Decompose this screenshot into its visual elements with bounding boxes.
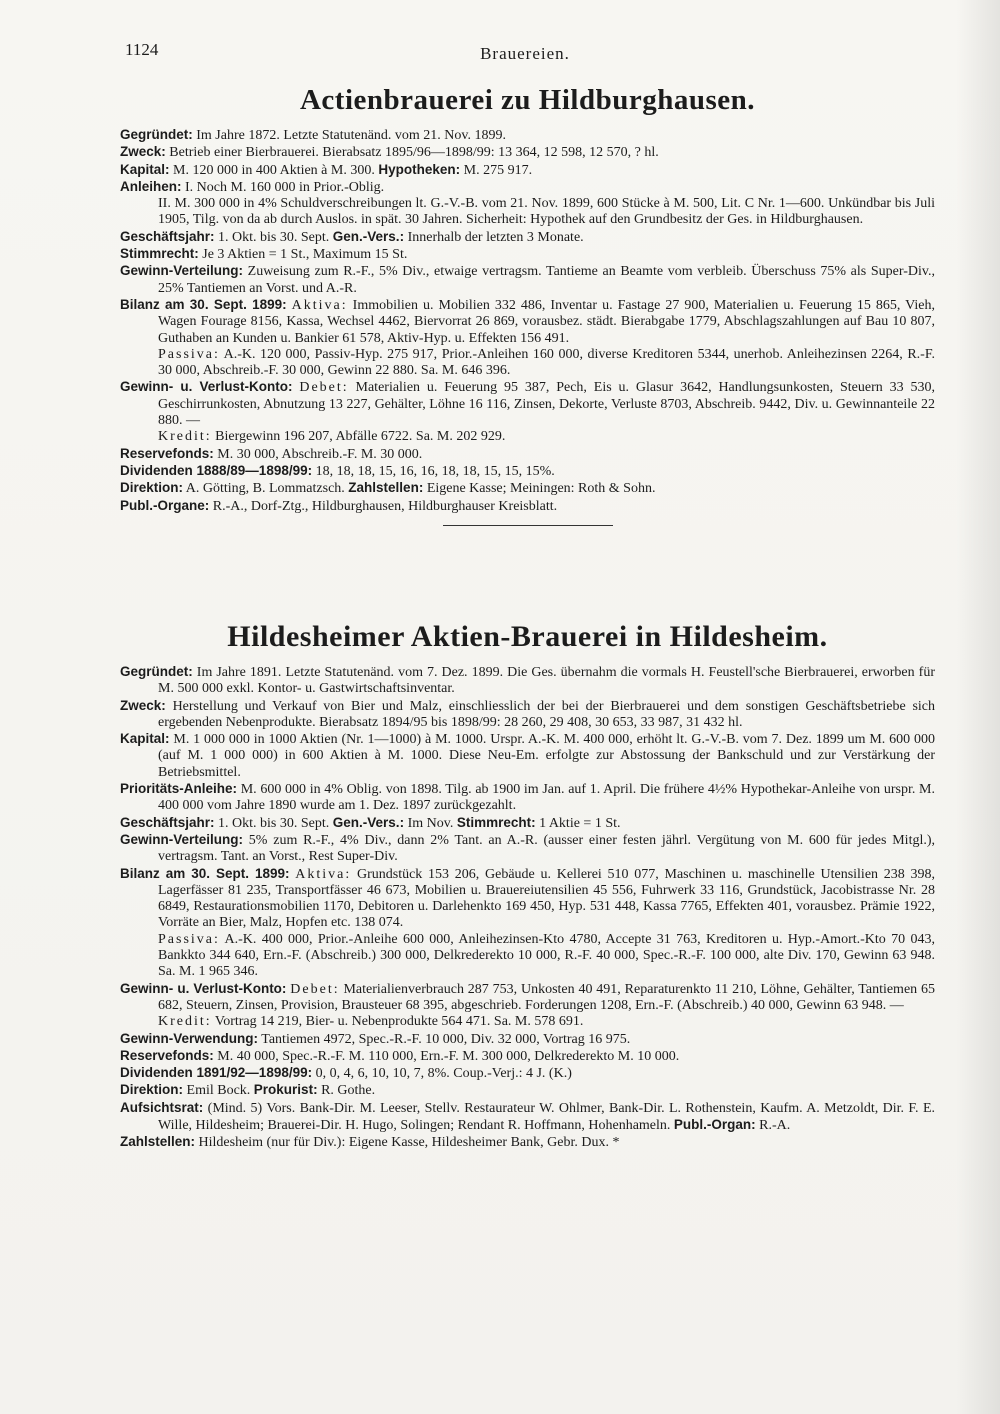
field-label: Gewinn-Verwendung: [120, 1030, 259, 1046]
passiva-label: Passiva: [158, 346, 220, 362]
guv-entry [120, 981, 935, 1015]
field-text: A.-K. 120 000, Passiv-Hyp. 275 917, Prior.-Anleihen 160 000, diverse Kreditoren 5344, unerhob. Anleihezinsen 2264, R.-F. 30 000, Abschreib.-F. 30 000, Gewinn 22 880. Sa. M. 646 396. [158, 346, 935, 379]
field-label: Publ.-Organe: [120, 497, 210, 513]
field-label: Zweck: [120, 697, 166, 713]
field-text: Im Nov. [407, 815, 454, 831]
field-text: Biergewinn 196 207, Abfälle 6722. Sa. M. 202 929. [215, 429, 506, 445]
reservefonds-entry [120, 1048, 935, 1065]
field-text: Materialien u. Feuerung 95 387, Pech, Eis u. Glasur 3642, Handlungsunkosten, Steuern 33 530, Geschirrunkosten, Abnutzung 13 227, Gehälter, Löhne 16 116, Zinsen, Dekorte, Verluste 8703, Abschreib. 9442, Div. u. Gewinnanteile 22 880. — [158, 380, 935, 429]
field-text: A. Götting, B. Lommatzsch. [185, 481, 345, 497]
field-label: Kapital: [120, 731, 170, 747]
field-text: M. 1 000 000 in 1000 Aktien (Nr. 1—1000) à M. 1000. Urspr. A.-K. M. 400 000, erhöht lt. G.-V.-B. vom 7. Dez. 1899 um M. 600 000 (auf M. 1 000 000) in 600 Aktien à M. 1000. Diese Neu-Em. erfolgte zur Abstossung der Bankschuld und zur Verstärkung der Betriebsmittel. [158, 732, 936, 780]
field-text: M. 40 000, Spec.-R.-F. M. 110 000, Ern.-F. M. 300 000, Delkrederekto M. 10 000. [217, 1048, 680, 1064]
field-text: Betrieb einer Bierbrauerei. Bierabsatz 1895/96—1898/99: 13 364, 12 598, 12 570, ? hl. [169, 145, 659, 161]
field-label: Gewinn- u. Verlust-Konto: [120, 980, 287, 996]
field-text: I. Noch M. 160 000 in Prior.-Oblig. [185, 179, 385, 195]
prioritaets-anleihe-entry [120, 781, 935, 815]
field-text: Materialienverbrauch 287 753, Unkosten 40 491, Reparaturenkto 11 210, Löhne, Gehälter, Tantiemen 65 682, Steuern, Zinsen, Provision, Brausteuer 68 395, abgeschrieb. Forderungen 1208, Ern.-F. (Abschreib.) 40 000, Gewinn 63 948. — [158, 981, 936, 1013]
gegruendet-entry [120, 127, 935, 144]
anleihen-continuation: II. M. 300 000 in 4% Schuldverschreibungen lt. G.-V.-B. vom 21. Nov. 1899, 600 Stücke à M. 500, Lit. C Nr. 1—600. Unkündbar bis Juli 1905, Tilg. von da ab durch Auslos. in spät. 30 Jahren. Sicherheit: Hypothek auf den Grundbesitz der Ges. in Hildburghausen. [158, 196, 935, 228]
field-text: A.-K. 400 000, Prior.-Anleihe 600 000, Anleihezinsen-Kto 4780, Accepte 31 763, Kreditoren u. Hyp.-Amort.-Kto 70 043, Bankkto 344 640, Ern.-F. (Abschreib.) 300 000, Delkrederekto 10 000, R.-F. 40 000, Spec.-R.-F. 100 000, alte Div. 170, Gewinn 63 948. Sa. M. 1 965 346. [158, 931, 935, 980]
field-label: Gewinn-Verteilung: [120, 831, 244, 847]
field-text: Grundstück 153 206, Gebäude u. Kellerei 510 077, Maschinen u. maschinelle Utensilien 238 398, Lagerfässer 81 235, Transportfässer 46 673, Mobilien u. Brauereiutensilien 45 556, Fuhrwerk 33 116, Grundstück, Jacobistrasse Nr. 28 6849, Restaurationsmobilien 1170, Debitoren u. Darlehenkto 169 450, Hyp. 531 448, Kassa 7765, Effekten 401, vorausbez. Prämie 1922, Vorräte an Bier, Malz, Hopfen etc. 138 074. [158, 866, 936, 931]
zweck-entry [120, 698, 935, 732]
field-text: Vortrag 14 219, Bier- u. Nebenprodukte 564 471. Sa. M. 578 691. [214, 1014, 584, 1030]
field-label: Gegründet: [120, 127, 193, 142]
field-label: Hypotheken: [378, 161, 461, 177]
anleihen-entry [120, 179, 935, 196]
field-label: Gen.-Vers.: [332, 814, 405, 830]
field-text: Innerhalb der letzten 3 Monate. [407, 229, 584, 245]
field-label: Geschäftsjahr: [120, 814, 215, 830]
field-text: Je 3 Aktien = 1 St., Maximum 15 St. [202, 247, 408, 263]
company-entry-hildburghausen [120, 84, 935, 526]
company-entry-hildesheim [120, 620, 935, 1152]
field-text: 1 Aktie = 1 St. [539, 815, 621, 831]
field-text: R.-A., Dorf-Ztg., Hildburghausen, Hildburghauser Kreisblatt. [212, 498, 558, 514]
field-label: Prokurist: [253, 1082, 318, 1098]
kredit-entry [120, 429, 935, 445]
field-label: Prioritäts-Anleihe: [120, 781, 238, 797]
debet-label: Debet: [290, 981, 340, 997]
field-label: Reservefonds: [120, 445, 214, 461]
geschaeftsjahr-entry [120, 815, 935, 832]
field-label: Kapital: [120, 161, 170, 177]
passiva-entry [120, 932, 935, 981]
field-label: Gewinn- u. Verlust-Konto: [120, 379, 293, 395]
passiva-entry [120, 347, 935, 380]
field-label: Gen.-Vers.: [332, 228, 405, 244]
guv-entry [120, 379, 935, 429]
kredit-entry [120, 1014, 935, 1030]
field-label: Publ.-Organ: [673, 1117, 756, 1133]
field-text: (Mind. 5) Vors. Bank-Dir. M. Leeser, Stellv. Restaurateur W. Ohlmer, Bank-Dir. L. Rothenstein, Kaufm. A. Metzoldt, Dir. F. E. Wille, Hildesheim; Brauerei-Dir. H. Hugo, Solingen; Rendant R. Hoffmann, Hohenhameln. [158, 1100, 935, 1134]
section-divider [443, 525, 613, 526]
field-text: R.-A. [759, 1118, 791, 1134]
field-label: Gewinn-Verteilung: [120, 263, 244, 279]
zahlstellen-entry [120, 1134, 935, 1151]
field-label: Bilanz am 30. Sept. 1899: [120, 296, 287, 312]
field-text: Im Jahre 1872. Letzte Statutenänd. vom 21. Nov. 1899. [196, 128, 506, 143]
field-text: R. Gothe. [321, 1083, 376, 1099]
bilanz-entry [120, 297, 935, 347]
kapital-entry [120, 162, 935, 179]
field-text: 0, 0, 4, 6, 10, 10, 7, 8%. Coup.-Verj.: 4 J. (K.) [315, 1066, 572, 1082]
direktion-entry [120, 480, 935, 497]
company-title: Hildesheimer Aktien-Brauerei in Hildesheim. [227, 620, 828, 653]
field-text: Eigene Kasse; Meiningen: Roth & Sohn. [426, 481, 656, 497]
field-text: M. 30 000, Abschreib.-F. M. 30 000. [217, 446, 423, 462]
field-text: 18, 18, 18, 15, 16, 16, 18, 18, 15, 15, 15%. [315, 463, 555, 479]
field-label: Gegründet: [120, 664, 193, 679]
field-text: Zuweisung zum R.-F., 5% Div., etwaige vertragsm. Tantieme an Beamte vom verbleib. Überschuss 75% als Super-Div., 25% Tantiemen an Vorst. und A.-R. [158, 264, 935, 296]
dividenden-entry [120, 463, 935, 480]
field-text: 1. Okt. bis 30. Sept. [218, 815, 330, 831]
page-header [125, 40, 925, 70]
field-label: Zahlstellen: [348, 480, 424, 496]
field-label: Direktion: [120, 480, 184, 496]
field-label: Dividenden 1891/92—1898/99: [120, 1065, 313, 1081]
field-label: Stimmrecht: [120, 246, 199, 262]
page-number: 1124 [125, 40, 159, 59]
field-text: Immobilien u. Mobilien 332 486, Inventar u. Fastage 27 900, Materialien u. Feuerung 15 865, Vieh, Wagen Fourage 8156, Kassa, Wechsel 4462, Biervorrat 26 869, vorausbez. städt. Bierabgabe 1779, Abschlagszahlungen auf Bau 10 807, Guthaben an Kunden u. Bankier 61 578, Aktiv-Hyp. u. Effekten 156 491. [158, 297, 935, 346]
reservefonds-entry [120, 446, 935, 463]
field-text: Im Jahre 1891. Letzte Statutenänd. vom 7. Dez. 1899. Die Ges. übernahm die vormals H. Feustell'sche Bierbrauerei, erworben für M. 500 000 exkl. Kontor- u. Gastwirtschaftsinventar. [158, 665, 936, 697]
geschaeftsjahr-entry [120, 229, 935, 246]
field-label: Zweck: [120, 144, 166, 160]
debet-label: Debet: [299, 380, 349, 396]
field-text: Emil Bock. [186, 1083, 251, 1099]
field-label: Dividenden 1888/89—1898/99: [120, 462, 313, 478]
field-label: Aufsichtsrat: [120, 1099, 204, 1115]
passiva-label: Passiva: [158, 931, 220, 947]
gegruendet-entry [120, 664, 935, 698]
field-text: 1. Okt. bis 30. Sept. [218, 229, 330, 245]
publ-organe-entry [120, 498, 935, 515]
direktion-entry [120, 1082, 935, 1099]
field-label: Bilanz am 30. Sept. 1899: [120, 865, 290, 881]
page-edge-shadow [956, 0, 1000, 1414]
field-text: M. 120 000 in 400 Aktien à M. 300. [173, 162, 375, 178]
field-label: Direktion: [120, 1082, 184, 1098]
field-text: M. 600 000 in 4% Oblig. von 1898. Tilg. ab 1900 im Jan. auf 1. April. Die frühere 4½% Hypothekar-Anleihe von urspr. M. 400 000 vom Jahre 1890 wurde am 1. Dez. 1897 zurückgezahlt. [158, 782, 935, 814]
field-text: Tantiemen 4972, Spec.-R.-F. 10 000, Div. 32 000, Vortrag 16 975. [261, 1031, 631, 1047]
field-text: M. 275 917. [463, 162, 533, 178]
dividenden-entry [120, 1065, 935, 1082]
aktiva-label: Aktiva: [295, 866, 352, 882]
field-label: Reservefonds: [120, 1047, 214, 1063]
kredit-label: Kredit: [158, 1014, 212, 1030]
stimmrecht-entry [120, 246, 935, 263]
gewinn-verteilung-entry [120, 263, 935, 297]
aufsichtsrat-entry [120, 1100, 935, 1135]
aktiva-label: Aktiva: [291, 297, 348, 313]
kapital-entry [120, 731, 935, 781]
field-text: Herstellung und Verkauf von Bier und Malz, einschliesslich der bei der Bierbrauerei und dem sonstigen Geschäftsbetriebe sich ergebenden Nebenprodukte. Bierabsatz 1894/95 bis 1898/99: 28 260, 29 408, 30 653, 33 987, 31 432 hl. [158, 698, 935, 730]
company-title: Actienbrauerei zu Hildburghausen. [299, 84, 756, 116]
gewinn-verwendung-entry [120, 1031, 935, 1048]
field-text: Hildesheim (nur für Div.): Eigene Kasse, Hildesheimer Bank, Gebr. Dux. * [198, 1135, 620, 1151]
field-text: 5% zum R.-F., 4% Div., dann 2% Tant. an A.-R. (ausser einer festen jährl. Vergütung von M. 600 für jedes Mitgl.), vertragsm. Tant. an Vorst., Rest Super-Div. [158, 832, 936, 865]
field-label: Zahlstellen: [120, 1134, 196, 1150]
kredit-label: Kredit: [158, 429, 212, 445]
field-label: Geschäftsjahr: [120, 228, 215, 244]
zweck-entry [120, 144, 935, 161]
running-title: Brauereien. [480, 44, 570, 63]
bilanz-entry [120, 866, 935, 932]
field-label: Stimmrecht: [456, 814, 536, 830]
gewinn-verteilung-entry [120, 832, 935, 866]
field-label: Anleihen: [120, 178, 182, 194]
